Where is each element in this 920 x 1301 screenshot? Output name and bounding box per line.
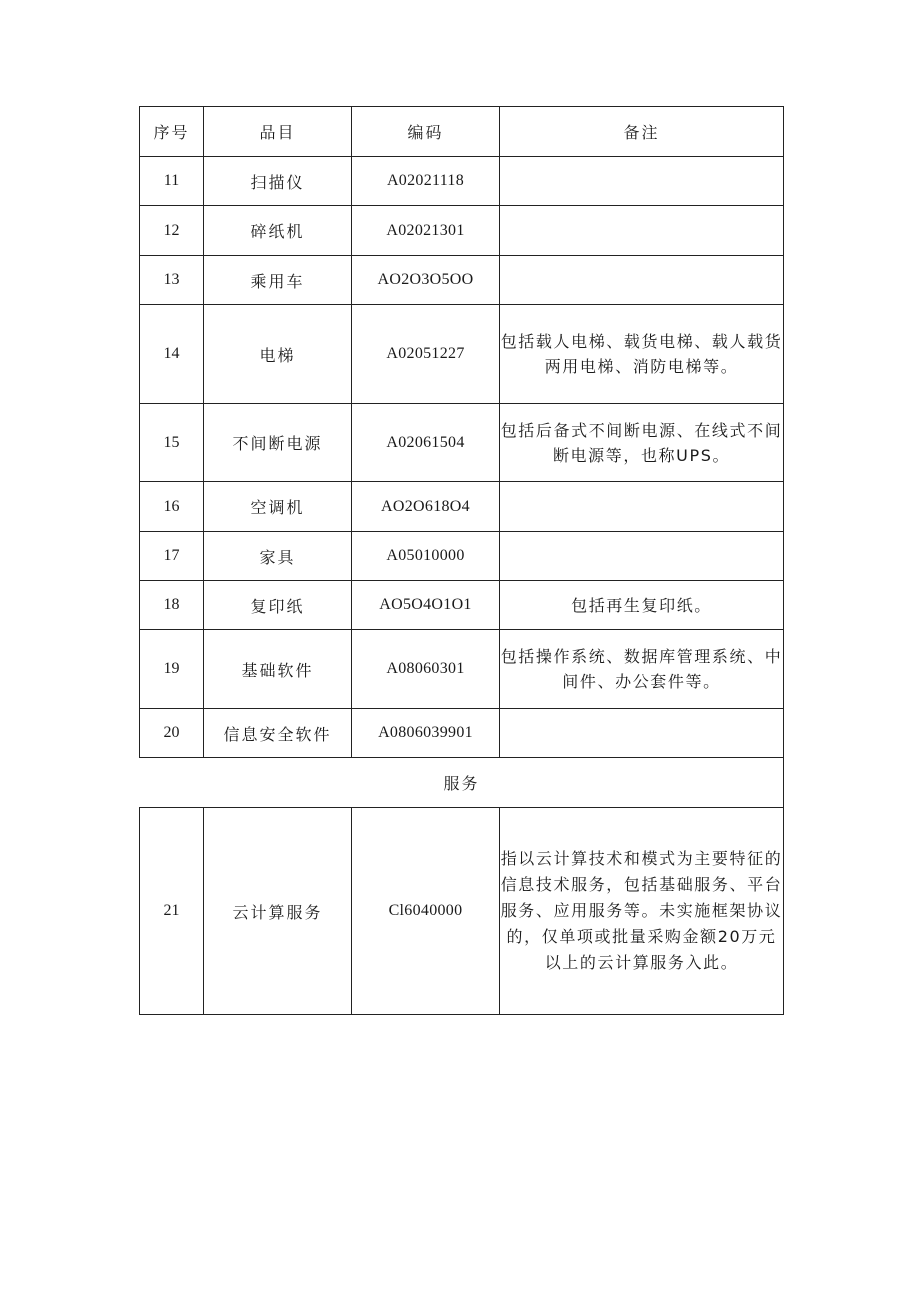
- row-index: 11: [140, 157, 204, 206]
- table-row: [140, 206, 784, 256]
- row-note: 包括载人电梯、载货电梯、载人载货两用电梯、消防电梯等。: [500, 305, 784, 404]
- row-index: 12: [140, 206, 204, 256]
- row-index: 19: [140, 630, 204, 709]
- row-code: Cl6040000: [352, 808, 500, 1015]
- row-index: 18: [140, 581, 204, 630]
- row-code: A02021118: [352, 157, 500, 206]
- table-row: [140, 157, 784, 206]
- row-item: 不间断电源: [204, 404, 352, 482]
- row-note: [500, 709, 784, 758]
- row-note: 包括再生复印纸。: [500, 581, 784, 630]
- procurement-catalog-table: [139, 106, 784, 1015]
- header-code: 编码: [352, 107, 500, 157]
- table-row: [140, 630, 784, 709]
- table-row: [140, 532, 784, 581]
- row-item: 信息安全软件: [204, 709, 352, 758]
- row-note: [500, 532, 784, 581]
- row-code: A05010000: [352, 532, 500, 581]
- section-label: 服务: [140, 758, 784, 808]
- row-item: 碎纸机: [204, 206, 352, 256]
- table-row: [140, 404, 784, 482]
- table-row: [140, 482, 784, 532]
- row-code: A02051227: [352, 305, 500, 404]
- row-note: [500, 206, 784, 256]
- row-item: 云计算服务: [204, 808, 352, 1015]
- row-code: A02061504: [352, 404, 500, 482]
- row-note: 包括后备式不间断电源、在线式不间断电源等，也称UPS。: [500, 404, 784, 482]
- row-note: [500, 256, 784, 305]
- row-code: A08060301: [352, 630, 500, 709]
- row-index: 21: [140, 808, 204, 1015]
- row-code: AO2O3O5OO: [352, 256, 500, 305]
- service-row: [140, 808, 784, 1015]
- row-note: [500, 157, 784, 206]
- header-item: 品目: [204, 107, 352, 157]
- row-code: AO5O4O1O1: [352, 581, 500, 630]
- header-note: 备注: [500, 107, 784, 157]
- row-code: AO2O618O4: [352, 482, 500, 532]
- table-row: [140, 305, 784, 404]
- row-item: 复印纸: [204, 581, 352, 630]
- table-row: [140, 581, 784, 630]
- row-index: 15: [140, 404, 204, 482]
- row-index: 17: [140, 532, 204, 581]
- row-item: 电梯: [204, 305, 352, 404]
- row-code: A0806039901: [352, 709, 500, 758]
- table-row: [140, 709, 784, 758]
- row-item: 空调机: [204, 482, 352, 532]
- section-row: [140, 758, 784, 808]
- row-index: 13: [140, 256, 204, 305]
- row-note: 指以云计算技术和模式为主要特征的信息技术服务，包括基础服务、平台服务、应用服务等。未实施框架协议的，仅单项或批量采购金额20万元以上的云计算服务入此。: [500, 808, 784, 1015]
- row-index: 16: [140, 482, 204, 532]
- row-item: 乘用车: [204, 256, 352, 305]
- row-item: 扫描仪: [204, 157, 352, 206]
- row-item: 基础软件: [204, 630, 352, 709]
- row-note: 包括操作系统、数据库管理系统、中间件、办公套件等。: [500, 630, 784, 709]
- header-index: 序号: [140, 107, 204, 157]
- row-item: 家具: [204, 532, 352, 581]
- row-note: [500, 482, 784, 532]
- row-index: 20: [140, 709, 204, 758]
- row-index: 14: [140, 305, 204, 404]
- header-row: [140, 107, 784, 157]
- row-code: A02021301: [352, 206, 500, 256]
- table-row: [140, 256, 784, 305]
